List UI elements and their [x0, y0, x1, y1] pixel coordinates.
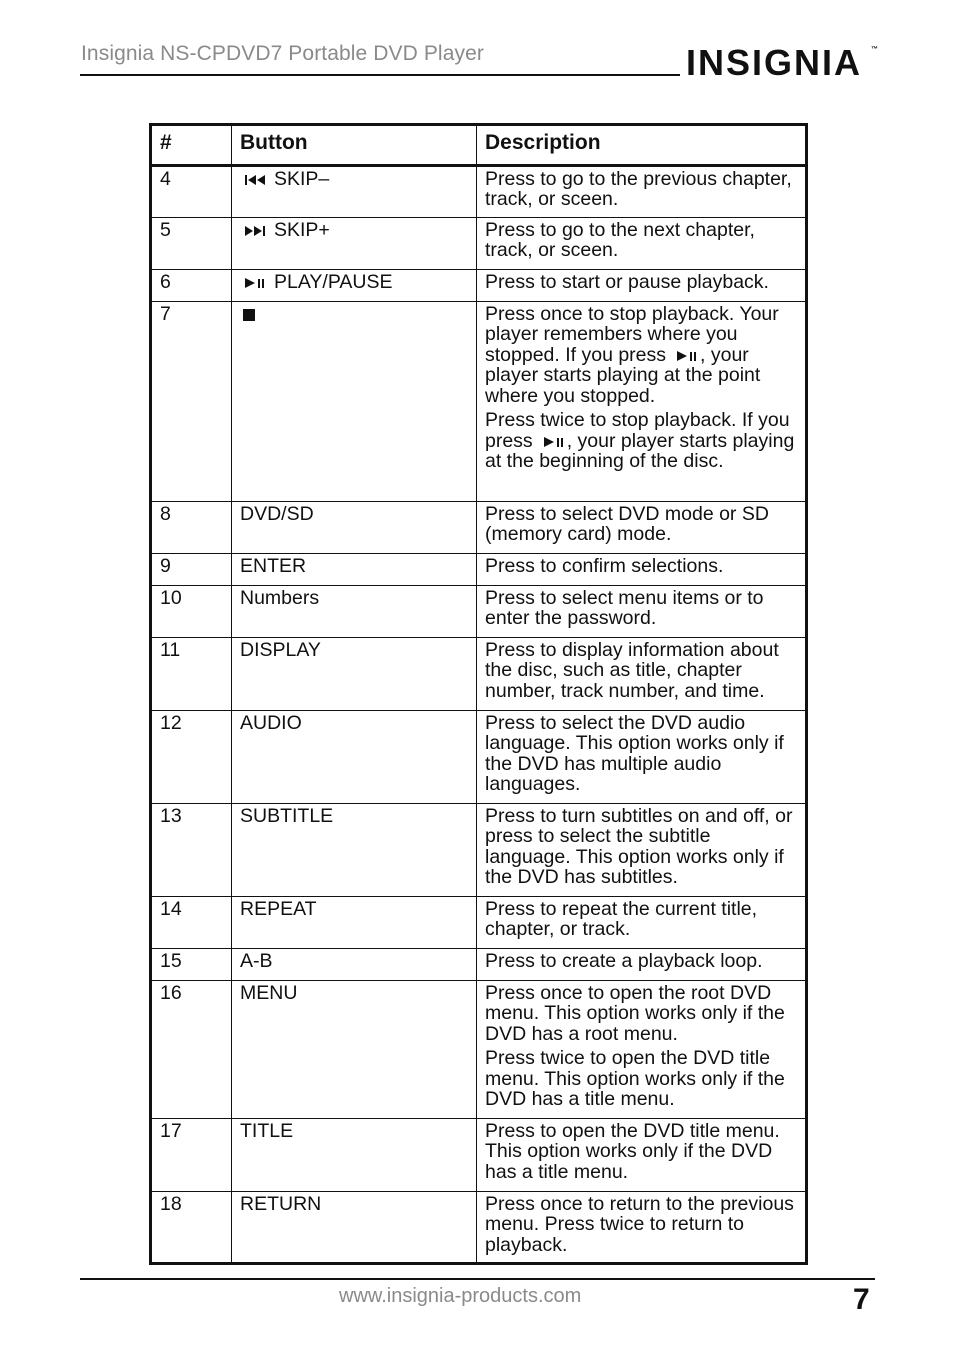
description-text: Press to display information about the disc, such as title, chapter number, track number, and time. [485, 638, 779, 702]
description-text: Press once to return to the previous menu. Press twice to return to playback. [485, 1192, 794, 1256]
row-button: SUBTITLE [232, 803, 477, 896]
description-text [485, 304, 797, 407]
table-row [151, 637, 807, 710]
play-pause-icon [676, 350, 700, 362]
row-description [477, 217, 807, 269]
row-button-label: PLAY/PAUSE [274, 270, 393, 293]
table-row [151, 301, 807, 501]
description-text: Press to turn subtitles on and off, or press to select the subtitle language. This option works only if the DVD has subtitles. [485, 804, 793, 888]
table-row [151, 896, 807, 948]
skip-forward-icon [244, 225, 266, 237]
row-button: TITLE [232, 1118, 477, 1191]
description-text: Press to confirm selections. [485, 554, 724, 577]
description-text: Press to select menu items or to enter the password. [485, 586, 764, 629]
row-button: DVD/SD [232, 501, 477, 553]
table-row [151, 948, 807, 980]
row-description [477, 948, 807, 980]
row-number: 18 [151, 1191, 232, 1263]
play-pause-icon [244, 277, 266, 289]
row-button: MENU [232, 980, 477, 1118]
row-button-label: SKIP+ [274, 218, 330, 241]
table-row [151, 501, 807, 553]
row-button: Numbers [232, 585, 477, 637]
description-text: Press to select DVD mode or SD (memory card) mode. [485, 502, 769, 545]
description-text-after: , your player starts playing at the point where you stopped. [485, 343, 761, 407]
row-description [477, 1118, 807, 1191]
description-text-before: Press twice to stop playback. If you press [485, 409, 790, 452]
description-text [485, 410, 797, 472]
row-number: 17 [151, 1118, 232, 1191]
table-row [151, 1191, 807, 1263]
footer-rule [80, 1278, 875, 1280]
row-description [477, 165, 807, 217]
row-button [232, 217, 477, 269]
header-button: Button [232, 125, 477, 166]
row-description [477, 585, 807, 637]
row-button [232, 269, 477, 301]
row-button: RETURN [232, 1191, 477, 1263]
row-description [477, 269, 807, 301]
description-text: Press to select the DVD audio language. This option works only if the DVD has multiple audio languages. [485, 711, 784, 795]
description-text: Press to go to the next chapter, track, or sceen. [485, 218, 755, 261]
row-button: A-B [232, 948, 477, 980]
play-pause-icon [543, 436, 567, 448]
row-description [477, 980, 807, 1118]
row-description [477, 553, 807, 585]
description-text: Press to open the DVD title menu. This option works only if the DVD has a title menu. [485, 1119, 780, 1183]
row-number: 6 [151, 269, 232, 301]
header-description: Description [477, 125, 807, 166]
row-number: 16 [151, 980, 232, 1118]
row-description [477, 803, 807, 896]
insignia-logo [686, 30, 882, 90]
row-button [232, 165, 477, 217]
row-button: AUDIO [232, 710, 477, 803]
table-row [151, 1118, 807, 1191]
table-row [151, 217, 807, 269]
row-description [477, 301, 807, 501]
row-button-label: SKIP– [274, 167, 330, 190]
row-button: REPEAT [232, 896, 477, 948]
table-row [151, 980, 807, 1118]
logo-trademark: ™ [871, 46, 878, 53]
description-text: Press once to open the root DVD menu. This option works only if the DVD has a root menu. [485, 981, 785, 1045]
row-button [232, 301, 477, 501]
row-number: 9 [151, 553, 232, 585]
row-number: 5 [151, 217, 232, 269]
table-row [151, 585, 807, 637]
description-text-before: Press once to stop playback. Your player remembers where you stopped. If you press [485, 302, 779, 366]
table-row [151, 269, 807, 301]
table-row [151, 553, 807, 585]
page-number: 7 [853, 1283, 870, 1316]
row-number: 12 [151, 710, 232, 803]
description-text: Press to start or pause playback. [485, 270, 769, 293]
description-text-after: , your player starts playing at the beginning of the disc. [485, 429, 795, 472]
row-number: 7 [151, 301, 232, 501]
row-number: 13 [151, 803, 232, 896]
row-number: 8 [151, 501, 232, 553]
row-number: 11 [151, 637, 232, 710]
document-title: Insignia NS-CPDVD7 Portable DVD Player [81, 42, 484, 65]
description-text: Press to repeat the current title, chapter, or track. [485, 897, 758, 940]
header-rule [80, 74, 680, 76]
logo-wordmark: INSIGNIA [686, 42, 863, 83]
row-description [477, 896, 807, 948]
row-description [477, 501, 807, 553]
table-row [151, 803, 807, 896]
row-description [477, 637, 807, 710]
row-description [477, 1191, 807, 1263]
row-button: ENTER [232, 553, 477, 585]
remote-buttons-table [149, 123, 808, 1265]
footer-url: www.insignia-products.com [339, 1285, 582, 1307]
row-number: 4 [151, 165, 232, 217]
header-number: # [151, 125, 232, 166]
row-number: 14 [151, 896, 232, 948]
row-description [477, 710, 807, 803]
description-text: Press to go to the previous chapter, track, or sceen. [485, 167, 792, 210]
table-header-row [151, 125, 807, 166]
row-number: 10 [151, 585, 232, 637]
table-row [151, 165, 807, 217]
description-text: Press to create a playback loop. [485, 949, 763, 972]
stop-icon [242, 308, 256, 322]
row-button: DISPLAY [232, 637, 477, 710]
table-row [151, 710, 807, 803]
skip-back-icon [244, 174, 266, 186]
row-number: 15 [151, 948, 232, 980]
description-text: Press twice to open the DVD title menu. This option works only if the DVD has a title menu. [485, 1047, 785, 1110]
